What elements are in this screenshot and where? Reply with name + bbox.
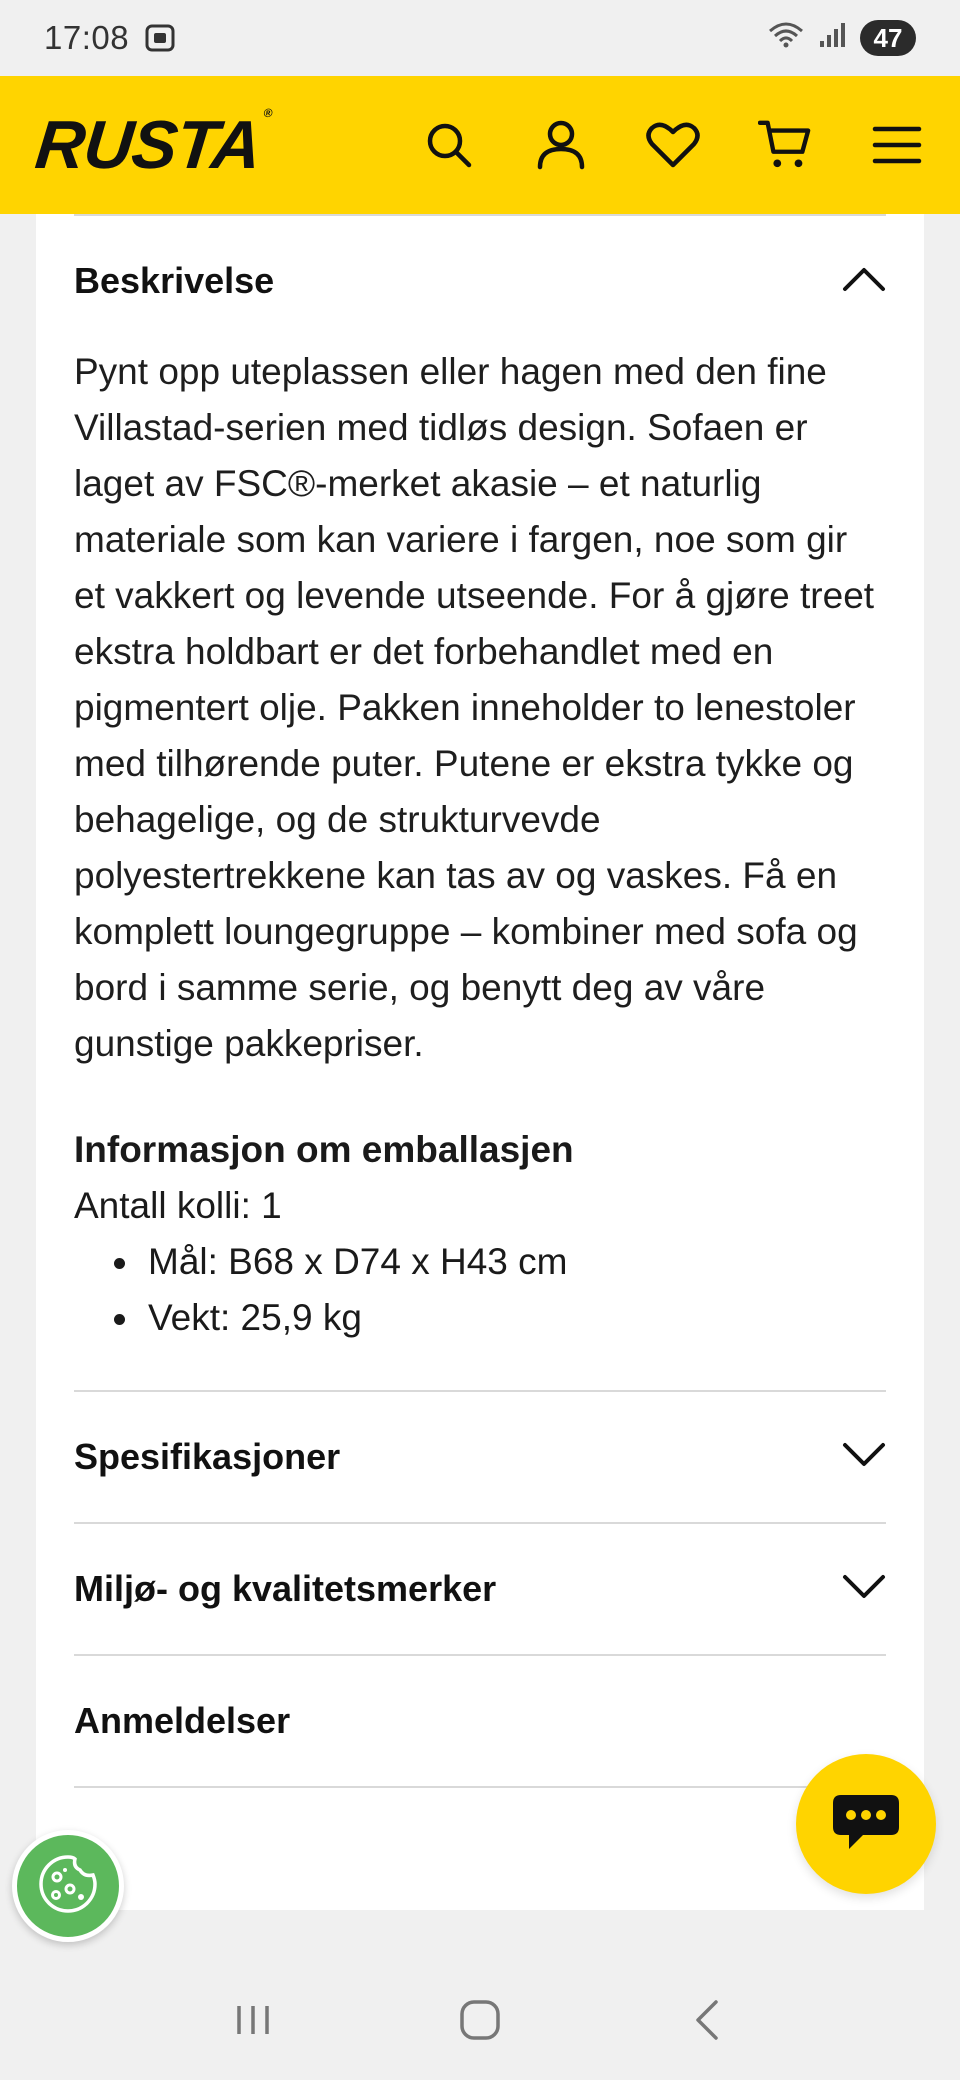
accordion-title: Anmeldelser: [74, 1700, 291, 1741]
accordion-title: Miljø- og kvalitetsmerker: [74, 1568, 497, 1609]
chevron-up-icon[interactable]: [842, 266, 886, 297]
packaging-count: Antall kolli: 1: [74, 1185, 282, 1226]
signal-icon: [818, 19, 848, 57]
status-bar: [0, 0, 960, 76]
list-item: Vekt: 25,9 kg: [114, 1290, 886, 1346]
chat-icon: [829, 1791, 903, 1858]
cookie-settings-button[interactable]: [12, 1830, 124, 1942]
system-nav-bar: [0, 1960, 960, 2080]
heart-icon[interactable]: [646, 118, 700, 172]
back-icon[interactable]: [677, 1990, 737, 2050]
status-right: [766, 19, 916, 57]
cookie-icon: [37, 1853, 99, 1920]
battery-icon: 47: [860, 20, 916, 56]
packaging-list: [74, 1234, 886, 1346]
product-details: [36, 214, 924, 1910]
accordion-reviews[interactable]: [74, 1656, 886, 1786]
chat-button[interactable]: [796, 1754, 936, 1894]
divider: [74, 1786, 886, 1788]
accordion-title: Spesifikasjoner: [74, 1436, 341, 1477]
cart-icon[interactable]: [758, 118, 812, 172]
wifi-icon: [766, 19, 806, 57]
status-time: 17:08: [44, 19, 130, 56]
accordion-title: Beskrivelse: [74, 260, 275, 301]
search-icon[interactable]: [422, 118, 476, 172]
packaging-title: Informasjon om emballasjen: [74, 1129, 574, 1170]
menu-icon[interactable]: [870, 118, 924, 172]
chevron-down-icon[interactable]: [842, 1574, 886, 1605]
accordion-specifications[interactable]: [74, 1392, 886, 1522]
user-icon[interactable]: [534, 118, 588, 172]
recent-apps-icon[interactable]: [223, 1990, 283, 2050]
description-text: Pynt opp uteplassen eller hagen med den fine Villastad-serien med tidløs design. Sofaen er laget av FSC®-merket akasie – et naturlig materiale som kan variere i fargen, noe som gir et vakkert og levende utseende. For å gjøre treet ekstra holdbart er det forbehandlet med en pigmentert olje. Pakken inneholder to lenestoler med tilhørende puter. Putene er ekstra tykke og behagelige, og de strukturvevde polyestertrekkene kan tas av og vaskes. Få en komplett loungegruppe – kombiner med sofa og bord i samme serie, og benytt deg av våre gunstige pakkepriser.: [74, 351, 875, 1064]
screenshot-icon: [143, 21, 177, 55]
accordion-description-header[interactable]: [74, 216, 886, 346]
accordion-quality-labels[interactable]: [74, 1524, 886, 1654]
home-icon[interactable]: [450, 1990, 510, 2050]
list-item: Mål: B68 x D74 x H43 cm: [114, 1234, 886, 1290]
chevron-down-icon[interactable]: [842, 1442, 886, 1473]
rusta-logo[interactable]: RUSTA®: [32, 106, 273, 183]
site-header: [0, 76, 960, 214]
